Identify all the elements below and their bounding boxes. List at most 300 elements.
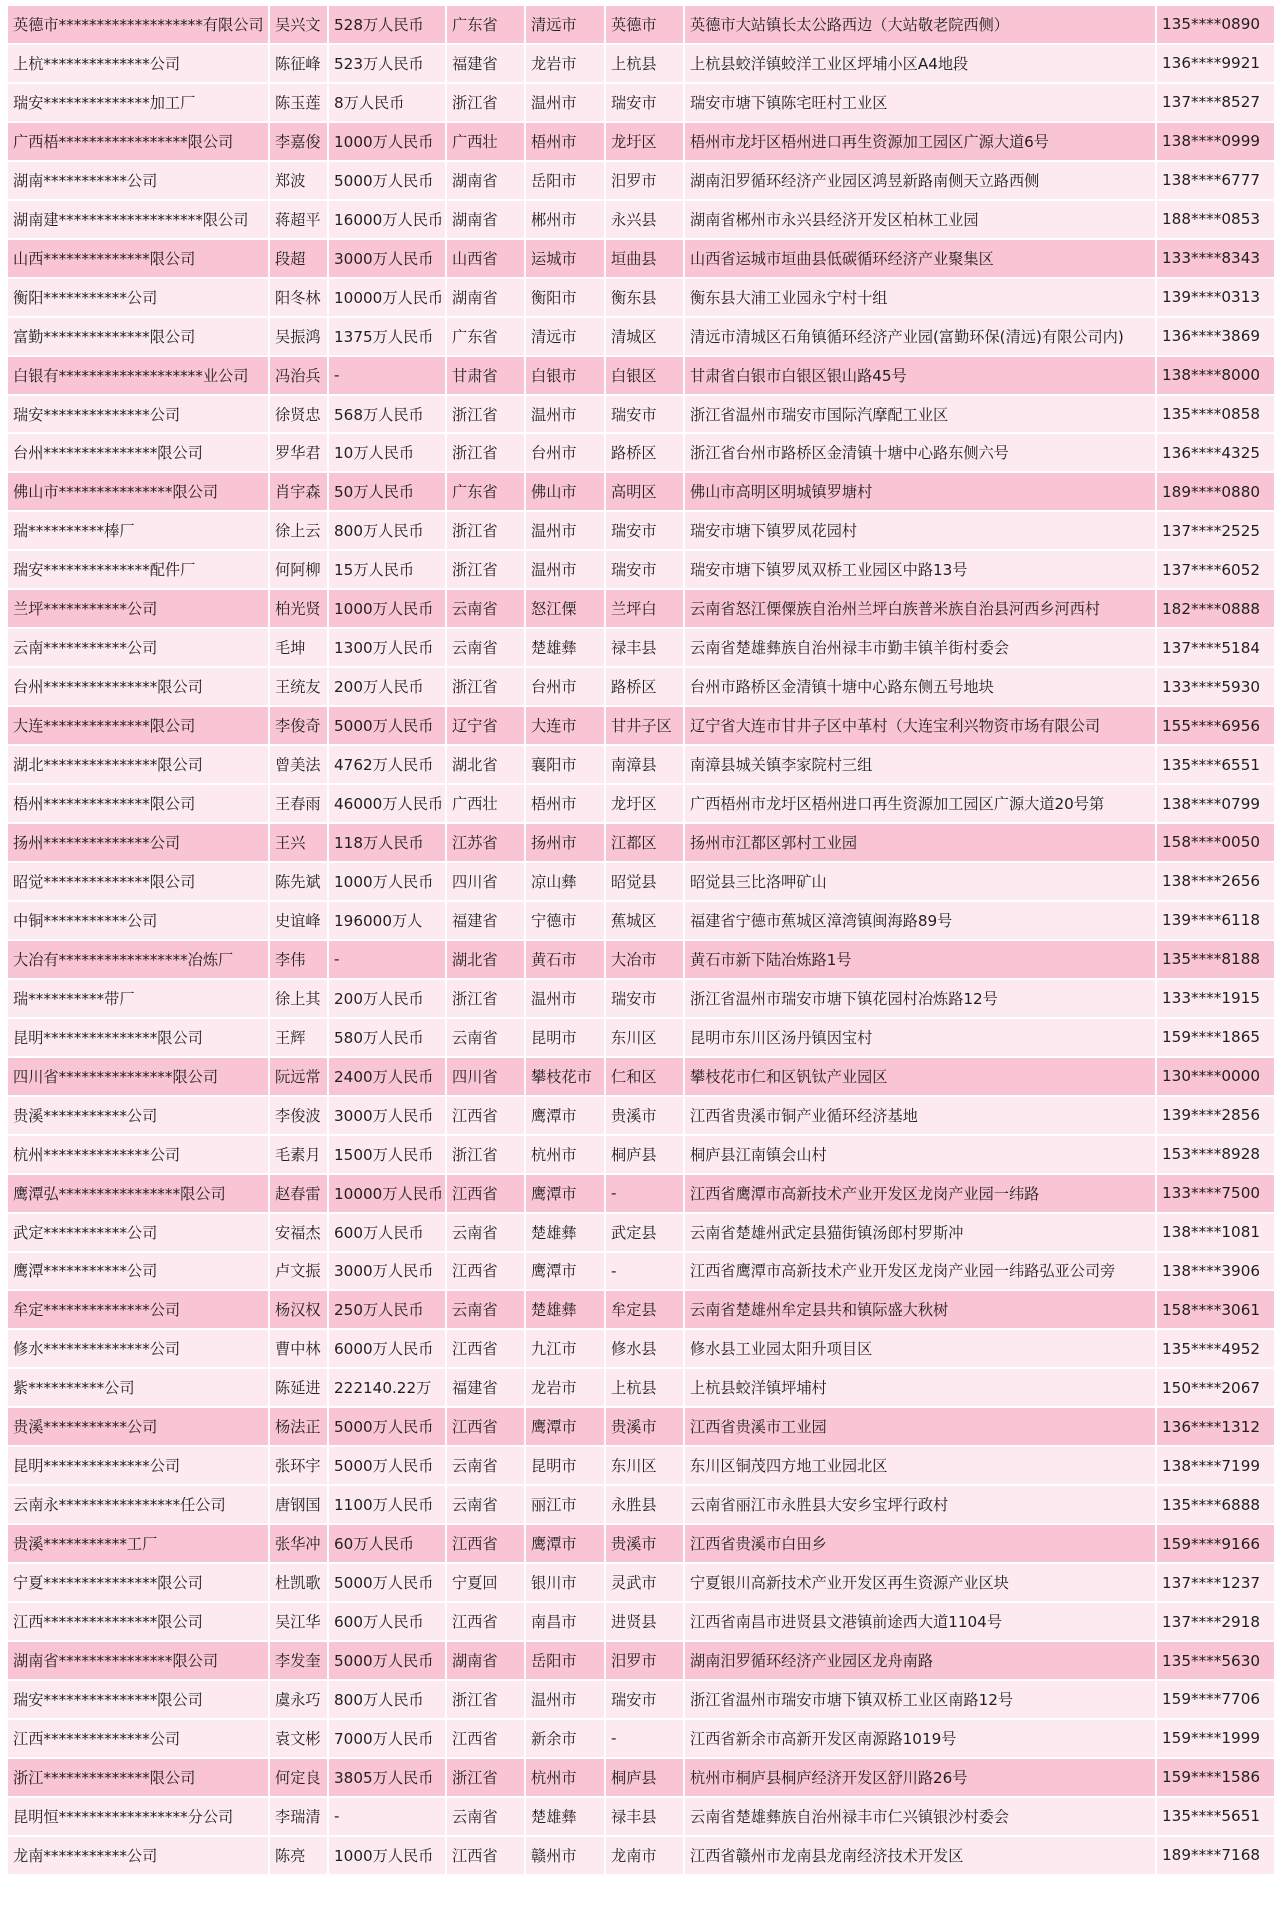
phone-cell: 137****2525 [1156, 511, 1275, 550]
province-cell: 江苏省 [446, 823, 525, 862]
registered-capital-cell: 528万人民币 [328, 5, 446, 44]
address-cell: 云南省楚雄彝族自治州禄丰市仁兴镇银沙村委会 [684, 1797, 1156, 1836]
province-cell: 云南省 [446, 589, 525, 628]
address-cell: 瑞安市塘下镇陈宅旺村工业区 [684, 83, 1156, 122]
phone-cell: 133****8343 [1156, 239, 1275, 278]
city-cell: 扬州市 [525, 823, 605, 862]
district-cell: 蕉城区 [605, 901, 684, 940]
contact-name-cell: 王统友 [269, 667, 328, 706]
contact-name-cell: 吴振鸿 [269, 317, 328, 356]
province-cell: 江西省 [446, 1524, 525, 1563]
district-cell: 汨罗市 [605, 1641, 684, 1680]
phone-cell: 133****1915 [1156, 979, 1275, 1018]
city-cell: 银川市 [525, 1563, 605, 1602]
table-row [7, 1407, 1275, 1446]
address-cell: 湖南汨罗循环经济产业园区鸿昱新路南侧天立路西侧 [684, 161, 1156, 200]
province-cell: 广西壮 [446, 784, 525, 823]
district-cell: 路桥区 [605, 433, 684, 472]
phone-cell: 135****8188 [1156, 940, 1275, 979]
province-cell: 云南省 [446, 1446, 525, 1485]
table-row [7, 1485, 1275, 1524]
registered-capital-cell: - [328, 1797, 446, 1836]
registered-capital-cell: 8万人民币 [328, 83, 446, 122]
phone-cell: 136****1312 [1156, 1407, 1275, 1446]
address-cell: 江西省贵溪市工业园 [684, 1407, 1156, 1446]
contact-name-cell: 史谊峰 [269, 901, 328, 940]
district-cell: 瑞安市 [605, 395, 684, 434]
province-cell: 江西省 [446, 1096, 525, 1135]
district-cell: 英德市 [605, 5, 684, 44]
province-cell: 浙江省 [446, 395, 525, 434]
company-name-cell: 云南***********公司 [7, 628, 269, 667]
company-name-cell: 浙江**************限公司 [7, 1758, 269, 1797]
city-cell: 台州市 [525, 433, 605, 472]
address-cell: 宁夏银川高新技术产业开发区再生资源产业区块 [684, 1563, 1156, 1602]
table-row [7, 1836, 1275, 1875]
city-cell: 温州市 [525, 395, 605, 434]
city-cell: 楚雄彝 [525, 1213, 605, 1252]
address-cell: 衡东县大浦工业园永宁村十组 [684, 278, 1156, 317]
province-cell: 浙江省 [446, 1680, 525, 1719]
address-cell: 山西省运城市垣曲县低碳循环经济产业聚集区 [684, 239, 1156, 278]
phone-cell: 136****9921 [1156, 44, 1275, 83]
address-cell: 福建省宁德市蕉城区漳湾镇闽海路89号 [684, 901, 1156, 940]
district-cell: 江都区 [605, 823, 684, 862]
district-cell: 大冶市 [605, 940, 684, 979]
province-cell: 湖南省 [446, 200, 525, 239]
phone-cell: 155****6956 [1156, 706, 1275, 745]
district-cell: 甘井子区 [605, 706, 684, 745]
contact-name-cell: 曾美法 [269, 745, 328, 784]
address-cell: 江西省贵溪市白田乡 [684, 1524, 1156, 1563]
address-cell: 瑞安市塘下镇罗凤花园村 [684, 511, 1156, 550]
company-name-cell: 湖北***************限公司 [7, 745, 269, 784]
contact-name-cell: 何定良 [269, 1758, 328, 1797]
contact-name-cell: 虞永巧 [269, 1680, 328, 1719]
contact-name-cell: 杨法正 [269, 1407, 328, 1446]
city-cell: 攀枝花市 [525, 1057, 605, 1096]
phone-cell: 189****0880 [1156, 472, 1275, 511]
city-cell: 新余市 [525, 1719, 605, 1758]
address-cell: 台州市路桥区金清镇十塘中心路东侧五号地块 [684, 667, 1156, 706]
city-cell: 楚雄彝 [525, 628, 605, 667]
company-name-cell: 武定***********公司 [7, 1213, 269, 1252]
province-cell: 江西省 [446, 1329, 525, 1368]
registered-capital-cell: 196000万人 [328, 901, 446, 940]
table-row [7, 472, 1275, 511]
company-name-cell: 瑞**********棒厂 [7, 511, 269, 550]
table-row [7, 395, 1275, 434]
phone-cell: 138****0999 [1156, 122, 1275, 161]
phone-cell: 135****0890 [1156, 5, 1275, 44]
city-cell: 楚雄彝 [525, 1797, 605, 1836]
address-cell: 浙江省台州市路桥区金清镇十塘中心路东侧六号 [684, 433, 1156, 472]
district-cell: 路桥区 [605, 667, 684, 706]
table-row [7, 1446, 1275, 1485]
phone-cell: 189****7168 [1156, 1836, 1275, 1875]
province-cell: 云南省 [446, 1213, 525, 1252]
registered-capital-cell: 3000万人民币 [328, 1252, 446, 1291]
registered-capital-cell: 1000万人民币 [328, 122, 446, 161]
city-cell: 鹰潭市 [525, 1174, 605, 1213]
company-name-cell: 昭觉**************限公司 [7, 862, 269, 901]
contact-name-cell: 张环宇 [269, 1446, 328, 1485]
contact-name-cell: 王辉 [269, 1018, 328, 1057]
registered-capital-cell: 15万人民币 [328, 550, 446, 589]
company-name-cell: 鹰潭***********公司 [7, 1252, 269, 1291]
company-name-cell: 上杭**************公司 [7, 44, 269, 83]
district-cell: 永兴县 [605, 200, 684, 239]
province-cell: 湖南省 [446, 161, 525, 200]
phone-cell: 137****6052 [1156, 550, 1275, 589]
contact-name-cell: 吴江华 [269, 1602, 328, 1641]
registered-capital-cell: 46000万人民币 [328, 784, 446, 823]
contact-name-cell: 杨汉权 [269, 1290, 328, 1329]
table-row [7, 784, 1275, 823]
city-cell: 温州市 [525, 83, 605, 122]
table-row [7, 940, 1275, 979]
address-cell: 浙江省温州市瑞安市国际汽摩配工业区 [684, 395, 1156, 434]
table-row [7, 1797, 1275, 1836]
district-cell: 昭觉县 [605, 862, 684, 901]
registered-capital-cell: 1100万人民币 [328, 1485, 446, 1524]
city-cell: 岳阳市 [525, 161, 605, 200]
address-cell: 甘肃省白银市白银区银山路45号 [684, 356, 1156, 395]
phone-cell: 138****8000 [1156, 356, 1275, 395]
registered-capital-cell: 5000万人民币 [328, 1446, 446, 1485]
district-cell: 修水县 [605, 1329, 684, 1368]
province-cell: 湖南省 [446, 278, 525, 317]
phone-cell: 159****1999 [1156, 1719, 1275, 1758]
company-name-cell: 山西**************限公司 [7, 239, 269, 278]
contact-name-cell: 罗华君 [269, 433, 328, 472]
contact-name-cell: 李瑞清 [269, 1797, 328, 1836]
company-name-cell: 白银有*******************业公司 [7, 356, 269, 395]
company-name-cell: 江西***************限公司 [7, 1602, 269, 1641]
registered-capital-cell: 580万人民币 [328, 1018, 446, 1057]
phone-cell: 153****8928 [1156, 1135, 1275, 1174]
province-cell: 宁夏回 [446, 1563, 525, 1602]
registered-capital-cell: 523万人民币 [328, 44, 446, 83]
company-name-cell: 昆明**************公司 [7, 1446, 269, 1485]
city-cell: 大连市 [525, 706, 605, 745]
contact-name-cell: 赵春雷 [269, 1174, 328, 1213]
contact-name-cell: 杜凯歌 [269, 1563, 328, 1602]
district-cell: 进贤县 [605, 1602, 684, 1641]
phone-cell: 137****1237 [1156, 1563, 1275, 1602]
table-row [7, 1368, 1275, 1407]
address-cell: 瑞安市塘下镇罗凤双桥工业园区中路13号 [684, 550, 1156, 589]
contact-name-cell: 陈亮 [269, 1836, 328, 1875]
registered-capital-cell: 250万人民币 [328, 1290, 446, 1329]
company-name-cell: 瑞安**************加工厂 [7, 83, 269, 122]
company-name-cell: 扬州**************公司 [7, 823, 269, 862]
address-cell: 黄石市新下陆冶炼路1号 [684, 940, 1156, 979]
address-cell: 英德市大站镇长太公路西边（大站敬老院西侧） [684, 5, 1156, 44]
registered-capital-cell: 60万人民币 [328, 1524, 446, 1563]
table-row [7, 706, 1275, 745]
table-row [7, 1290, 1275, 1329]
phone-cell: 188****0853 [1156, 200, 1275, 239]
table-row [7, 1135, 1275, 1174]
district-cell: 南漳县 [605, 745, 684, 784]
company-table [6, 4, 1276, 1876]
city-cell: 岳阳市 [525, 1641, 605, 1680]
province-cell: 浙江省 [446, 1758, 525, 1797]
district-cell: 瑞安市 [605, 511, 684, 550]
table-row [7, 239, 1275, 278]
table-row [7, 1680, 1275, 1719]
phone-cell: 158****0050 [1156, 823, 1275, 862]
address-cell: 梧州市龙圩区梧州进口再生资源加工园区广源大道6号 [684, 122, 1156, 161]
table-row [7, 1213, 1275, 1252]
province-cell: 甘肃省 [446, 356, 525, 395]
phone-cell: 138****2656 [1156, 862, 1275, 901]
city-cell: 梧州市 [525, 784, 605, 823]
address-cell: 江西省鹰潭市高新技术产业开发区龙岗产业园一纬路弘亚公司旁 [684, 1252, 1156, 1291]
registered-capital-cell: 7000万人民币 [328, 1719, 446, 1758]
province-cell: 湖南省 [446, 1641, 525, 1680]
district-cell: 清城区 [605, 317, 684, 356]
contact-name-cell: 肖宇森 [269, 472, 328, 511]
company-name-cell: 昆明***************限公司 [7, 1018, 269, 1057]
table-row [7, 161, 1275, 200]
company-name-cell: 龙南***********公司 [7, 1836, 269, 1875]
district-cell: 上杭县 [605, 1368, 684, 1407]
phone-cell: 138****0799 [1156, 784, 1275, 823]
city-cell: 九江市 [525, 1329, 605, 1368]
company-name-cell: 佛山市***************限公司 [7, 472, 269, 511]
address-cell: 江西省新余市高新开发区南源路1019号 [684, 1719, 1156, 1758]
phone-cell: 137****5184 [1156, 628, 1275, 667]
company-name-cell: 富勤**************限公司 [7, 317, 269, 356]
province-cell: 福建省 [446, 1368, 525, 1407]
address-cell: 上杭县蛟洋镇坪埔村 [684, 1368, 1156, 1407]
registered-capital-cell: 4762万人民币 [328, 745, 446, 784]
province-cell: 福建省 [446, 44, 525, 83]
district-cell: - [605, 1719, 684, 1758]
province-cell: 浙江省 [446, 667, 525, 706]
city-cell: 龙岩市 [525, 1368, 605, 1407]
phone-cell: 139****0313 [1156, 278, 1275, 317]
contact-name-cell: 吴兴文 [269, 5, 328, 44]
province-cell: 广西壮 [446, 122, 525, 161]
province-cell: 江西省 [446, 1252, 525, 1291]
table-row [7, 862, 1275, 901]
district-cell: 上杭县 [605, 44, 684, 83]
table-row [7, 317, 1275, 356]
company-name-cell: 衡阳***********公司 [7, 278, 269, 317]
address-cell: 桐庐县江南镇会山村 [684, 1135, 1156, 1174]
city-cell: 梧州市 [525, 122, 605, 161]
phone-cell: 138****3906 [1156, 1252, 1275, 1291]
district-cell: 禄丰县 [605, 1797, 684, 1836]
table-row [7, 1018, 1275, 1057]
registered-capital-cell: 600万人民币 [328, 1602, 446, 1641]
company-name-cell: 贵溪***********公司 [7, 1096, 269, 1135]
table-row [7, 1719, 1275, 1758]
table-row [7, 667, 1275, 706]
table-row [7, 550, 1275, 589]
table-row [7, 1563, 1275, 1602]
table-row [7, 1524, 1275, 1563]
table-row [7, 433, 1275, 472]
contact-name-cell: 段超 [269, 239, 328, 278]
province-cell: 云南省 [446, 1018, 525, 1057]
district-cell: 贵溪市 [605, 1407, 684, 1446]
phone-cell: 182****0888 [1156, 589, 1275, 628]
company-name-cell: 兰坪***********公司 [7, 589, 269, 628]
city-cell: 清远市 [525, 5, 605, 44]
city-cell: 温州市 [525, 1680, 605, 1719]
registered-capital-cell: 1000万人民币 [328, 589, 446, 628]
province-cell: 广东省 [446, 5, 525, 44]
table-row [7, 1096, 1275, 1135]
phone-cell: 135****0858 [1156, 395, 1275, 434]
city-cell: 佛山市 [525, 472, 605, 511]
district-cell: - [605, 1174, 684, 1213]
address-cell: 南漳县城关镇李家院村三组 [684, 745, 1156, 784]
phone-cell: 138****1081 [1156, 1213, 1275, 1252]
address-cell: 江西省鹰潭市高新技术产业开发区龙岗产业园一纬路 [684, 1174, 1156, 1213]
address-cell: 湖南省郴州市永兴县经济开发区柏林工业园 [684, 200, 1156, 239]
company-name-cell: 鹰潭弘****************限公司 [7, 1174, 269, 1213]
province-cell: 山西省 [446, 239, 525, 278]
contact-name-cell: 徐贤忠 [269, 395, 328, 434]
province-cell: 云南省 [446, 1485, 525, 1524]
registered-capital-cell: 5000万人民币 [328, 1407, 446, 1446]
table-body [7, 5, 1275, 1875]
table-row [7, 1641, 1275, 1680]
phone-cell: 135****6888 [1156, 1485, 1275, 1524]
province-cell: 湖北省 [446, 745, 525, 784]
company-name-cell: 江西**************公司 [7, 1719, 269, 1758]
district-cell: 桐庐县 [605, 1758, 684, 1797]
company-name-cell: 紫**********公司 [7, 1368, 269, 1407]
address-cell: 云南省丽江市永胜县大安乡宝坪行政村 [684, 1485, 1156, 1524]
table-row [7, 589, 1275, 628]
phone-cell: 135****5651 [1156, 1797, 1275, 1836]
district-cell: 龙圩区 [605, 784, 684, 823]
company-name-cell: 杭州**************公司 [7, 1135, 269, 1174]
table-row [7, 200, 1275, 239]
registered-capital-cell: 5000万人民币 [328, 1641, 446, 1680]
address-cell: 浙江省温州市瑞安市塘下镇双桥工业区南路12号 [684, 1680, 1156, 1719]
table-row [7, 122, 1275, 161]
province-cell: 广东省 [446, 317, 525, 356]
company-name-cell: 瑞安**************配件厂 [7, 550, 269, 589]
contact-name-cell: 毛素月 [269, 1135, 328, 1174]
district-cell: 高明区 [605, 472, 684, 511]
district-cell: 贵溪市 [605, 1096, 684, 1135]
company-name-cell: 大冶有*****************冶炼厂 [7, 940, 269, 979]
registered-capital-cell: 1500万人民币 [328, 1135, 446, 1174]
address-cell: 扬州市江都区郭村工业园 [684, 823, 1156, 862]
district-cell: 垣曲县 [605, 239, 684, 278]
province-cell: 湖北省 [446, 940, 525, 979]
province-cell: 浙江省 [446, 433, 525, 472]
address-cell: 云南省楚雄州牟定县共和镇际盛大秋树 [684, 1290, 1156, 1329]
table-row [7, 1057, 1275, 1096]
phone-cell: 136****3869 [1156, 317, 1275, 356]
city-cell: 鹰潭市 [525, 1096, 605, 1135]
province-cell: 云南省 [446, 628, 525, 667]
district-cell: 牟定县 [605, 1290, 684, 1329]
registered-capital-cell: 10万人民币 [328, 433, 446, 472]
province-cell: 四川省 [446, 862, 525, 901]
contact-name-cell: 王春雨 [269, 784, 328, 823]
company-name-cell: 昆明恒*****************分公司 [7, 1797, 269, 1836]
city-cell: 襄阳市 [525, 745, 605, 784]
company-name-cell: 湖南建*******************限公司 [7, 200, 269, 239]
company-name-cell: 广西梧*****************限公司 [7, 122, 269, 161]
company-name-cell: 湖南***********公司 [7, 161, 269, 200]
table-row [7, 628, 1275, 667]
address-cell: 上杭县蛟洋镇蛟洋工业区坪埔小区A4地段 [684, 44, 1156, 83]
contact-name-cell: 阮远常 [269, 1057, 328, 1096]
contact-name-cell: 陈先斌 [269, 862, 328, 901]
registered-capital-cell: 2400万人民币 [328, 1057, 446, 1096]
district-cell: 仁和区 [605, 1057, 684, 1096]
table-row [7, 44, 1275, 83]
company-name-cell: 瑞**********带厂 [7, 979, 269, 1018]
contact-name-cell: 陈征峰 [269, 44, 328, 83]
phone-cell: 159****7706 [1156, 1680, 1275, 1719]
registered-capital-cell: - [328, 356, 446, 395]
registered-capital-cell: 1300万人民币 [328, 628, 446, 667]
city-cell: 黄石市 [525, 940, 605, 979]
registered-capital-cell: 5000万人民币 [328, 1563, 446, 1602]
address-cell: 清远市清城区石角镇循环经济产业园(富勤环保(清远)有限公司内) [684, 317, 1156, 356]
registered-capital-cell: 10000万人民币 [328, 1174, 446, 1213]
province-cell: 浙江省 [446, 83, 525, 122]
table-row [7, 979, 1275, 1018]
city-cell: 温州市 [525, 550, 605, 589]
registered-capital-cell: 568万人民币 [328, 395, 446, 434]
registered-capital-cell: 3805万人民币 [328, 1758, 446, 1797]
company-name-cell: 梧州**************限公司 [7, 784, 269, 823]
city-cell: 郴州市 [525, 200, 605, 239]
contact-name-cell: 袁文彬 [269, 1719, 328, 1758]
district-cell: 汨罗市 [605, 161, 684, 200]
province-cell: 江西省 [446, 1602, 525, 1641]
phone-cell: 133****7500 [1156, 1174, 1275, 1213]
registered-capital-cell: 5000万人民币 [328, 706, 446, 745]
phone-cell: 159****9166 [1156, 1524, 1275, 1563]
contact-name-cell: 李俊波 [269, 1096, 328, 1135]
city-cell: 南昌市 [525, 1602, 605, 1641]
address-cell: 云南省楚雄州武定县猫街镇汤郎村罗斯冲 [684, 1213, 1156, 1252]
contact-name-cell: 陈延进 [269, 1368, 328, 1407]
contact-name-cell: 唐钢国 [269, 1485, 328, 1524]
company-name-cell: 英德市*******************有限公司 [7, 5, 269, 44]
district-cell: 贵溪市 [605, 1524, 684, 1563]
address-cell: 浙江省温州市瑞安市塘下镇花园村冶炼路12号 [684, 979, 1156, 1018]
district-cell: 龙南市 [605, 1836, 684, 1875]
city-cell: 凉山彝 [525, 862, 605, 901]
phone-cell: 135****6551 [1156, 745, 1275, 784]
registered-capital-cell: - [328, 940, 446, 979]
province-cell: 江西省 [446, 1407, 525, 1446]
company-name-cell: 宁夏***************限公司 [7, 1563, 269, 1602]
district-cell: 灵武市 [605, 1563, 684, 1602]
phone-cell: 135****5630 [1156, 1641, 1275, 1680]
company-name-cell: 中铜***********公司 [7, 901, 269, 940]
phone-cell: 137****8527 [1156, 83, 1275, 122]
district-cell: 瑞安市 [605, 83, 684, 122]
table-row [7, 823, 1275, 862]
contact-name-cell: 徐上云 [269, 511, 328, 550]
